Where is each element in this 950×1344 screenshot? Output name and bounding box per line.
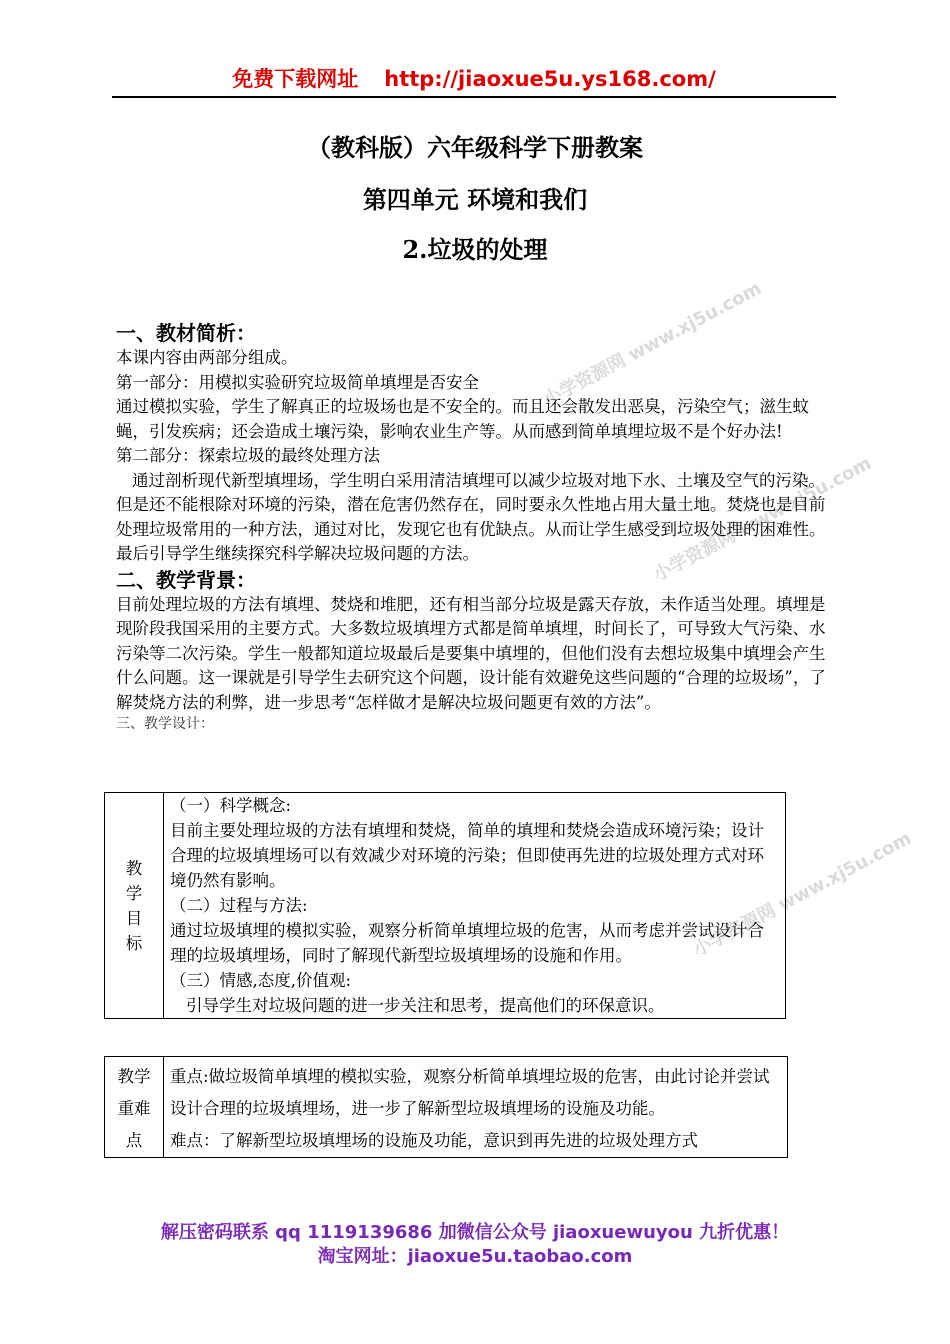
- paragraph: 本课内容由两部分组成。: [116, 348, 298, 367]
- table-line: 目前主要处理垃圾的方法有填埋和焚烧，简单的填埋和焚烧会造成环境污染；设计合理的垃圾填埋场可以有效减少对环境的污染；但即使再先进的垃圾处理方式对环境仍然有影响。: [170, 821, 764, 890]
- paragraph: 通过模拟实验，学生了解真正的垃圾场也是不安全的。而且还会散发出恶臭，污染空气；滋生蚊蝇，引发疾病；还会造成土壤污染，影响农业生产等。从而感到简单填埋垃圾不是个好办法!: [116, 397, 809, 441]
- table-line: （一）科学概念:: [170, 796, 292, 815]
- watermark: 小学资源网 www.xj5u.com: [690, 827, 915, 961]
- table-label: 教 学 目 标: [105, 793, 164, 1019]
- unit-title: 第四单元 环境和我们: [362, 185, 588, 214]
- table-content: [164, 793, 786, 1019]
- section-heading: 二、教学背景：: [116, 567, 256, 592]
- table-line: 难点：了解新型垃圾填埋场的设施及功能，意识到再先进的垃圾处理方式: [170, 1131, 698, 1150]
- footer-shop-url[interactable]: 淘宝网址：jiaoxue5u.taobao.com: [317, 1246, 633, 1267]
- header-label: 免费下载网址: [232, 67, 359, 91]
- section-materials: [116, 320, 836, 733]
- key-points-table: [104, 1056, 788, 1158]
- watermark: 小学资源网 www.xj5u.com: [540, 277, 765, 411]
- table-label: 教学 重难 点: [105, 1057, 164, 1158]
- table-line: （二）过程与方法:: [170, 896, 308, 915]
- table-line: 重点:做垃圾简单填埋的模拟实验，观察分析简单填埋垃圾的危害，由此讨论并尝试设计合理的垃圾填埋场，进一步了解新型垃圾填埋场的设施及功能。: [170, 1067, 770, 1118]
- page-header: [112, 62, 836, 98]
- table-line: 引导学生对垃圾问题的进一步关注和思考，提高他们的环保意识。: [186, 996, 665, 1015]
- teaching-goals-table: [104, 792, 786, 1019]
- footer-contact: 解压密码联系 qq 1119139686 加微信公众号 jiaoxuewuyou 九折优惠！: [160, 1222, 790, 1243]
- table-line: 通过垃圾填埋的模拟实验，观察分析简单填埋垃圾的危害，从而考虑并尝试设计合理的垃圾填埋场，同时了解现代新型垃圾填埋场的设施和作用。: [170, 921, 764, 965]
- paragraph: 通过剖析现代新型填埋场，学生明白采用清洁填埋可以减少垃圾对地下水、土壤及空气的污染。但是还不能根除对环境的污染，潜在危害仍然存在，同时要永久性地占用大量土地。焚烧也是目前处理垃圾常用的一种方法，通过对比，发现它也有优缺点。从而让学生感受到垃圾处理的困难性。最后引导学生继续探究科学解决垃圾问题的方法。: [116, 470, 826, 563]
- table-content: [164, 1057, 788, 1158]
- lesson-title: 2.垃圾的处理: [402, 235, 548, 264]
- header-url[interactable]: http://jiaoxue5u.ys168.com/: [384, 67, 716, 91]
- section-heading: 一、教材简析：: [116, 321, 256, 345]
- paragraph: 第二部分：探索垃圾的最终处理方法: [116, 446, 380, 465]
- paragraph: 目前处理垃圾的方法有填埋、焚烧和堆肥，还有相当部分垃圾是露天存放，未作适当处理。填埋是现阶段我国采用的主要方式。大多数垃圾填埋方式都是简单填埋，时间长了，可导致大气污染、水污染等二次污染。学生一般都知道垃圾最后是要集中填埋的，但他们没有去想垃圾集中填埋会产生什么问题。这一课就是引导学生去研究这个问题，设计能有效避免这些问题的“合理的垃圾场”，了解焚烧方法的利弊，进一步思考“怎样做才是解决垃圾问题更有效的方法”。: [116, 594, 826, 712]
- table-line: （三）情感,态度,价值观:: [170, 971, 352, 990]
- document-title: （教科版）六年级科学下册教案: [307, 133, 643, 162]
- section-heading: 三、教学设计：: [116, 716, 214, 732]
- paragraph: 第一部分：用模拟实验研究垃圾简单填埋是否安全: [116, 372, 479, 392]
- watermark: 小学资源网 www.xj5u.com: [650, 452, 875, 586]
